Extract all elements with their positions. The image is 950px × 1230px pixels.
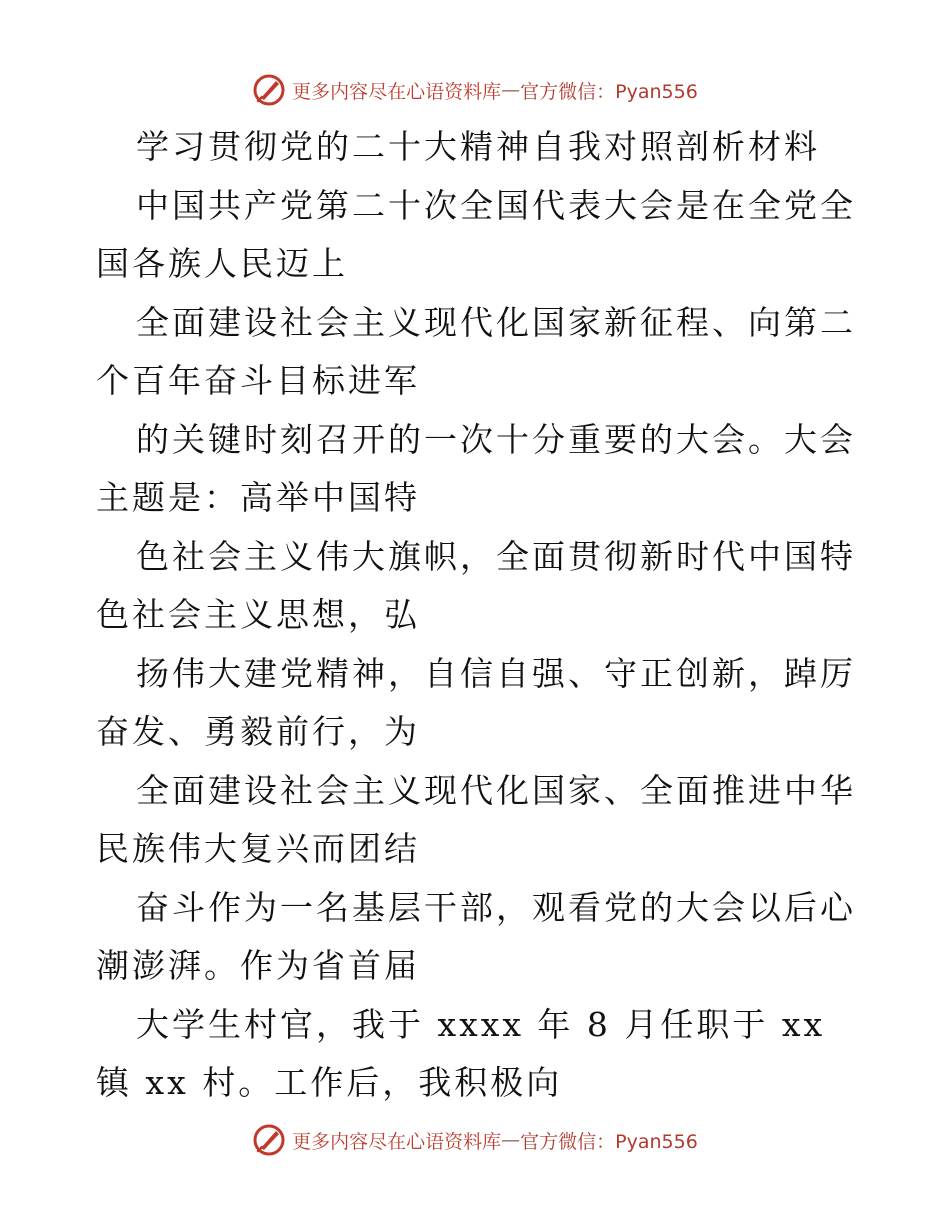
quill-seal-icon (252, 1123, 286, 1157)
paragraph: 大学生村官，我于 xxxx 年 8 月任职于 xx 镇 xx 村。工作后，我积极向 (96, 1004, 826, 1102)
watermark-main-text: 更多内容尽在心语资料库 (292, 80, 502, 103)
header-watermark (0, 70, 950, 110)
paragraph: 色社会主义伟大旗帜，全面贯彻新时代中国特色社会主义思想，弘 (96, 536, 856, 634)
paragraph: 的关键时刻召开的一次十分重要的大会。大会主题是：高举中国特 (96, 419, 856, 517)
paragraph: 扬伟大建党精神，自信自强、守正创新，踔厉奋发、勇毅前行，为 (96, 653, 856, 751)
paragraph: 全面建设社会主义现代化国家、全面推进中华民族伟大复兴而团结 (96, 770, 856, 868)
footer-watermark (0, 1120, 950, 1160)
paragraph: 中国共产党第二十次全国代表大会是在全党全国各族人民迈上 (96, 185, 856, 283)
watermark-main-text: 更多内容尽在心语资料库 (292, 1130, 502, 1153)
watermark-contact: 官方微信：Pyan556 (520, 1130, 698, 1153)
watermark-contact: 官方微信：Pyan556 (520, 80, 698, 103)
watermark-separator: — (501, 79, 521, 101)
watermark-separator: — (501, 1129, 521, 1151)
paragraph: 奋斗作为一名基层干部，观看党的大会以后心潮澎湃。作为省首届 (96, 887, 856, 985)
paragraph: 全面建设社会主义现代化国家新征程、向第二个百年奋斗目标进军 (96, 302, 856, 400)
document-body (96, 118, 856, 1113)
quill-seal-icon (252, 73, 286, 107)
document-title: 学习贯彻党的二十大精神自我对照剖析材料 (136, 127, 820, 166)
